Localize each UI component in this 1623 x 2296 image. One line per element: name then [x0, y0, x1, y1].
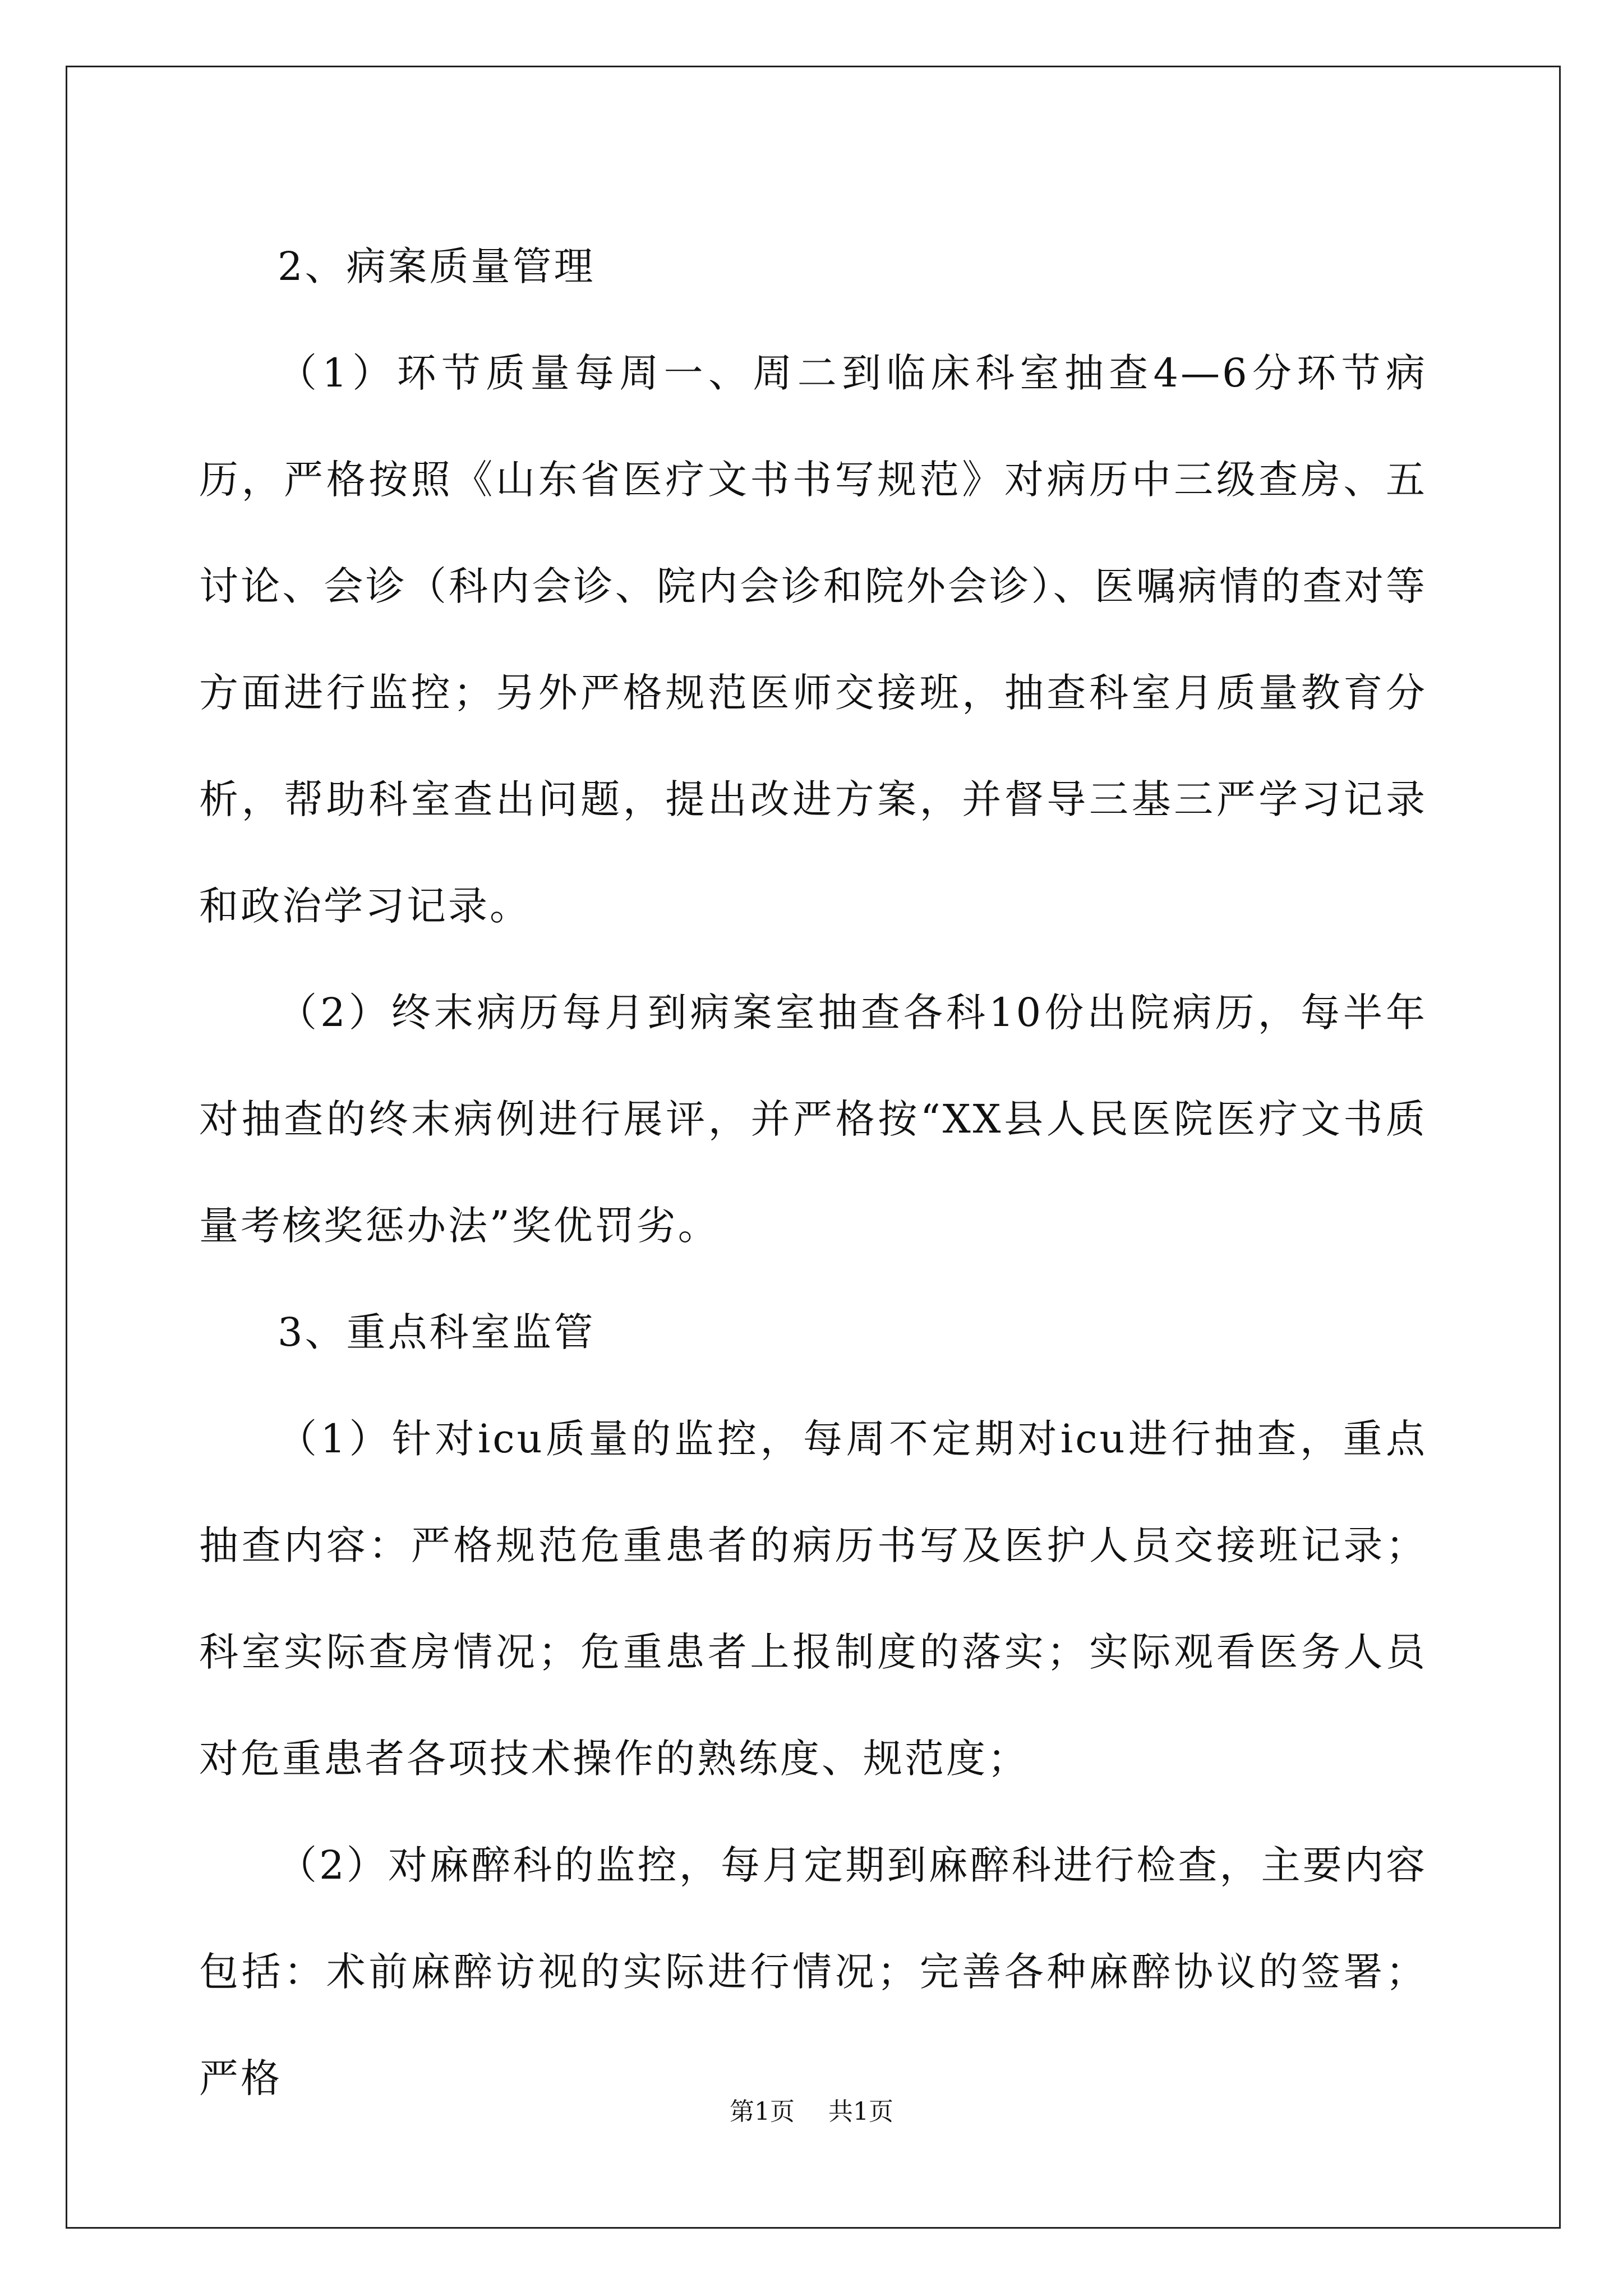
paragraph-final-records: （2）终末病历每月到病案室抽查各科10份出院病历，每半年对抽查的终末病例进行展评，并严格按“XX县人民医院医疗文书质量考核奖惩办法”奖优罚劣。	[199, 990, 1427, 1249]
paragraph-anesthesia-monitoring: （2）对麻醉科的监控，每月定期到麻醉科进行检查，主要内容包括：术前麻醉访视的实际进行情况；完善各种麻醉协议的签署；严格	[199, 1842, 1427, 2101]
document-body	[199, 213, 1427, 2132]
paragraph-process-quality: （1）环节质量每周一、周二到临床科室抽查4—6分环节病历，严格按照《山东省医疗文书书写规范》对病历中三级查房、五讨论、会诊（科内会诊、院内会诊和院外会诊）、医嘱病情的查对等方面进行监控；另外严格规范医师交接班，抽查科室月质量教育分析，帮助科室查出问题，提出改进方案，并督导三基三严学习记录和政治学习记录。	[199, 350, 1427, 929]
page-footer	[0, 2095, 1623, 2129]
page-total: 共1页	[828, 2097, 893, 2126]
paragraph-icu-monitoring: （1）针对icu质量的监控，每周不定期对icu进行抽查，重点抽查内容：严格规范危重患者的病历书写及医护人员交接班记录；科室实际查房情况；危重患者上报制度的落实；实际观看医务人员对危重患者各项技术操作的熟练度、规范度；	[199, 1416, 1427, 1782]
section-heading-key-departments: 3、重点科室监管	[278, 1309, 596, 1355]
section-heading-case-quality: 2、病案质量管理	[278, 243, 596, 289]
page-number: 第1页	[730, 2097, 795, 2126]
